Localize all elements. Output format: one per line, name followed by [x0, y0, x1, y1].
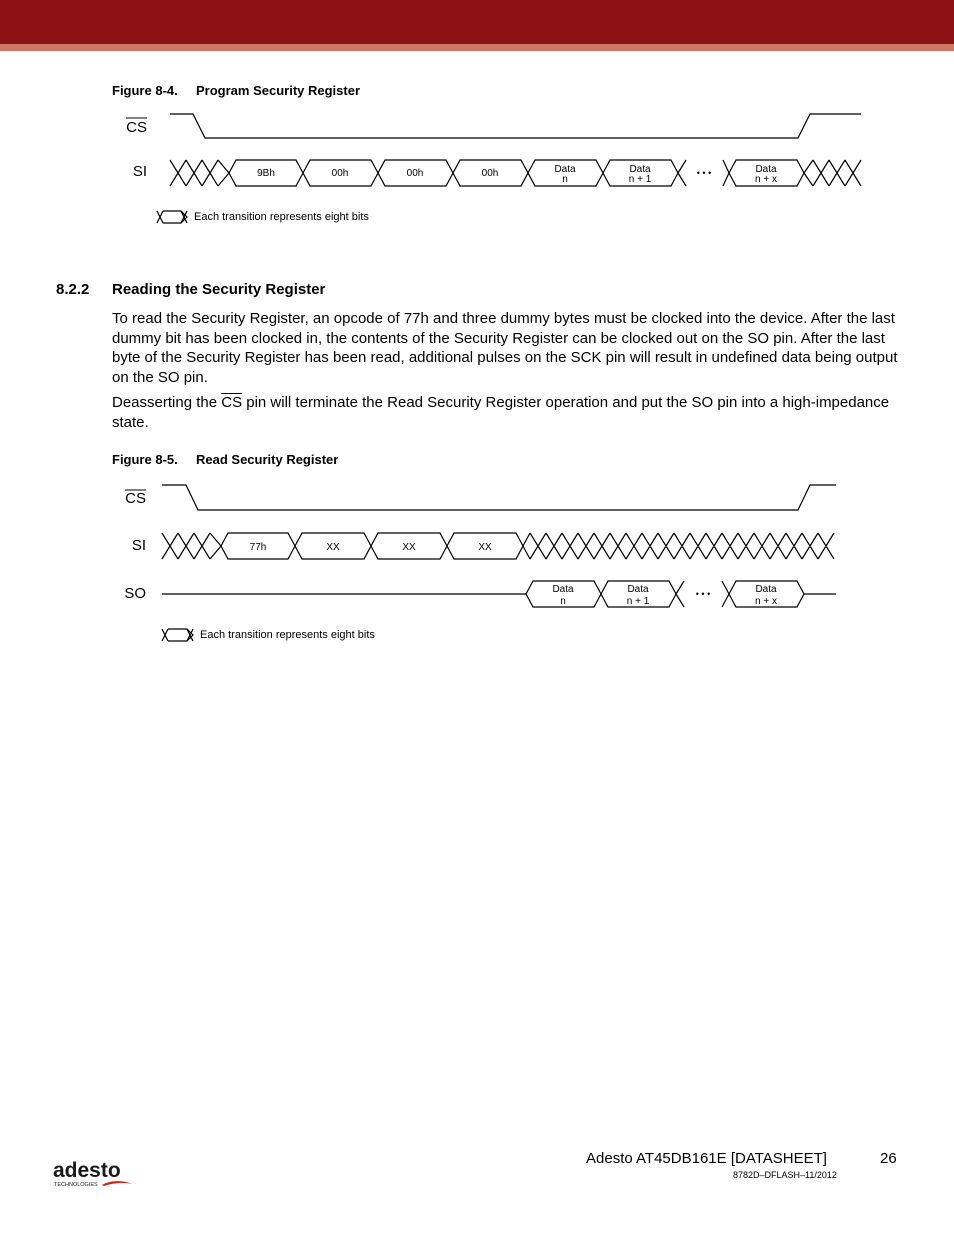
data-label: Data	[627, 584, 649, 595]
byte-label: XX	[326, 542, 340, 553]
si-trailing-transitions	[804, 160, 861, 186]
data-label: n + x	[755, 174, 777, 185]
byte-label: 00h	[406, 168, 424, 179]
break-left	[676, 581, 684, 607]
transition-legend-symbol	[157, 211, 187, 223]
so-label: SO	[124, 585, 146, 602]
header-bar	[0, 0, 954, 44]
si-leading-transitions	[170, 160, 229, 186]
data-label: n + 1	[626, 596, 650, 607]
si-dont-care-transitions	[523, 533, 834, 559]
si-label: SI	[131, 537, 146, 554]
ellipsis: • • •	[695, 589, 711, 599]
figure-8-4-caption	[112, 83, 360, 98]
cs-waveform	[162, 485, 836, 510]
byte-label: 00h	[331, 168, 349, 179]
data-label: n	[560, 596, 566, 607]
section-heading	[56, 281, 325, 298]
byte-label: 00h	[481, 168, 499, 179]
document-code: 8782D–DFLASH–11/2012	[733, 1170, 837, 1180]
break-left	[678, 160, 686, 186]
data-label: Data	[755, 584, 777, 595]
data-label: n + x	[755, 596, 777, 607]
byte-label: XX	[478, 542, 492, 553]
footer-title: Adesto AT45DB161E [DATASHEET]	[586, 1150, 827, 1167]
byte-label: 9Bh	[257, 168, 275, 179]
break-right	[722, 581, 729, 607]
figure-title: Read Security Register	[196, 452, 339, 467]
logo-wordmark: adesto	[53, 1159, 121, 1182]
cs-label: CS	[125, 490, 146, 507]
figure-title: Program Security Register	[196, 83, 361, 98]
byte-label: 77h	[249, 542, 267, 553]
header-strip	[0, 44, 954, 51]
figure-8-4-timing-diagram	[0, 100, 954, 235]
data-label: n + 1	[628, 174, 652, 185]
adesto-logo	[52, 1155, 142, 1189]
data-label: Data	[552, 584, 574, 595]
cs-waveform	[170, 114, 861, 138]
para-text: Deasserting the	[112, 394, 222, 411]
data-label: n	[562, 174, 568, 185]
figure-8-5-timing-diagram	[0, 470, 954, 650]
data-label: Data	[755, 164, 777, 175]
si-leading-transitions	[162, 533, 221, 559]
paragraph-deasserting-cs	[112, 393, 902, 432]
si-label: SI	[132, 163, 147, 180]
cs-label: CS	[126, 119, 147, 136]
transition-legend: Each transition represents eight bits	[194, 211, 369, 223]
figure-number: Figure 8-5.	[112, 452, 178, 467]
figure-8-5-caption	[112, 452, 338, 467]
logo-subtitle: TECHNOLOGIES	[54, 1182, 98, 1188]
figure-number: Figure 8-4.	[112, 83, 178, 98]
data-label: Data	[629, 164, 651, 175]
ellipsis: • • •	[696, 168, 712, 178]
section-title: Reading the Security Register	[112, 281, 326, 298]
cs-overlined: $\overline{CS}$	[221, 394, 243, 411]
page-number: 26	[880, 1150, 897, 1167]
transition-legend: Each transition represents eight bits	[200, 629, 375, 641]
data-label: Data	[554, 164, 576, 175]
break-right	[723, 160, 729, 186]
transition-legend-symbol	[162, 629, 193, 641]
byte-label: XX	[402, 542, 416, 553]
paragraph-read-security: To read the Security Register, an opcode of 77h and three dummy bytes must be clocked into the device. After the last dummy bit has been clocked in, the contents of the Security Register can be clocked out on the SO pin. After the last byte of the Security Register has been read, additional pulses on the SCK pin will result in undefined data being output on the SO pin.	[112, 310, 898, 386]
section-number: 8.2.2	[56, 281, 90, 298]
para-text: pin will terminate the Read Security Register operation and put the SO pin into a high-impedance state.	[112, 394, 890, 431]
